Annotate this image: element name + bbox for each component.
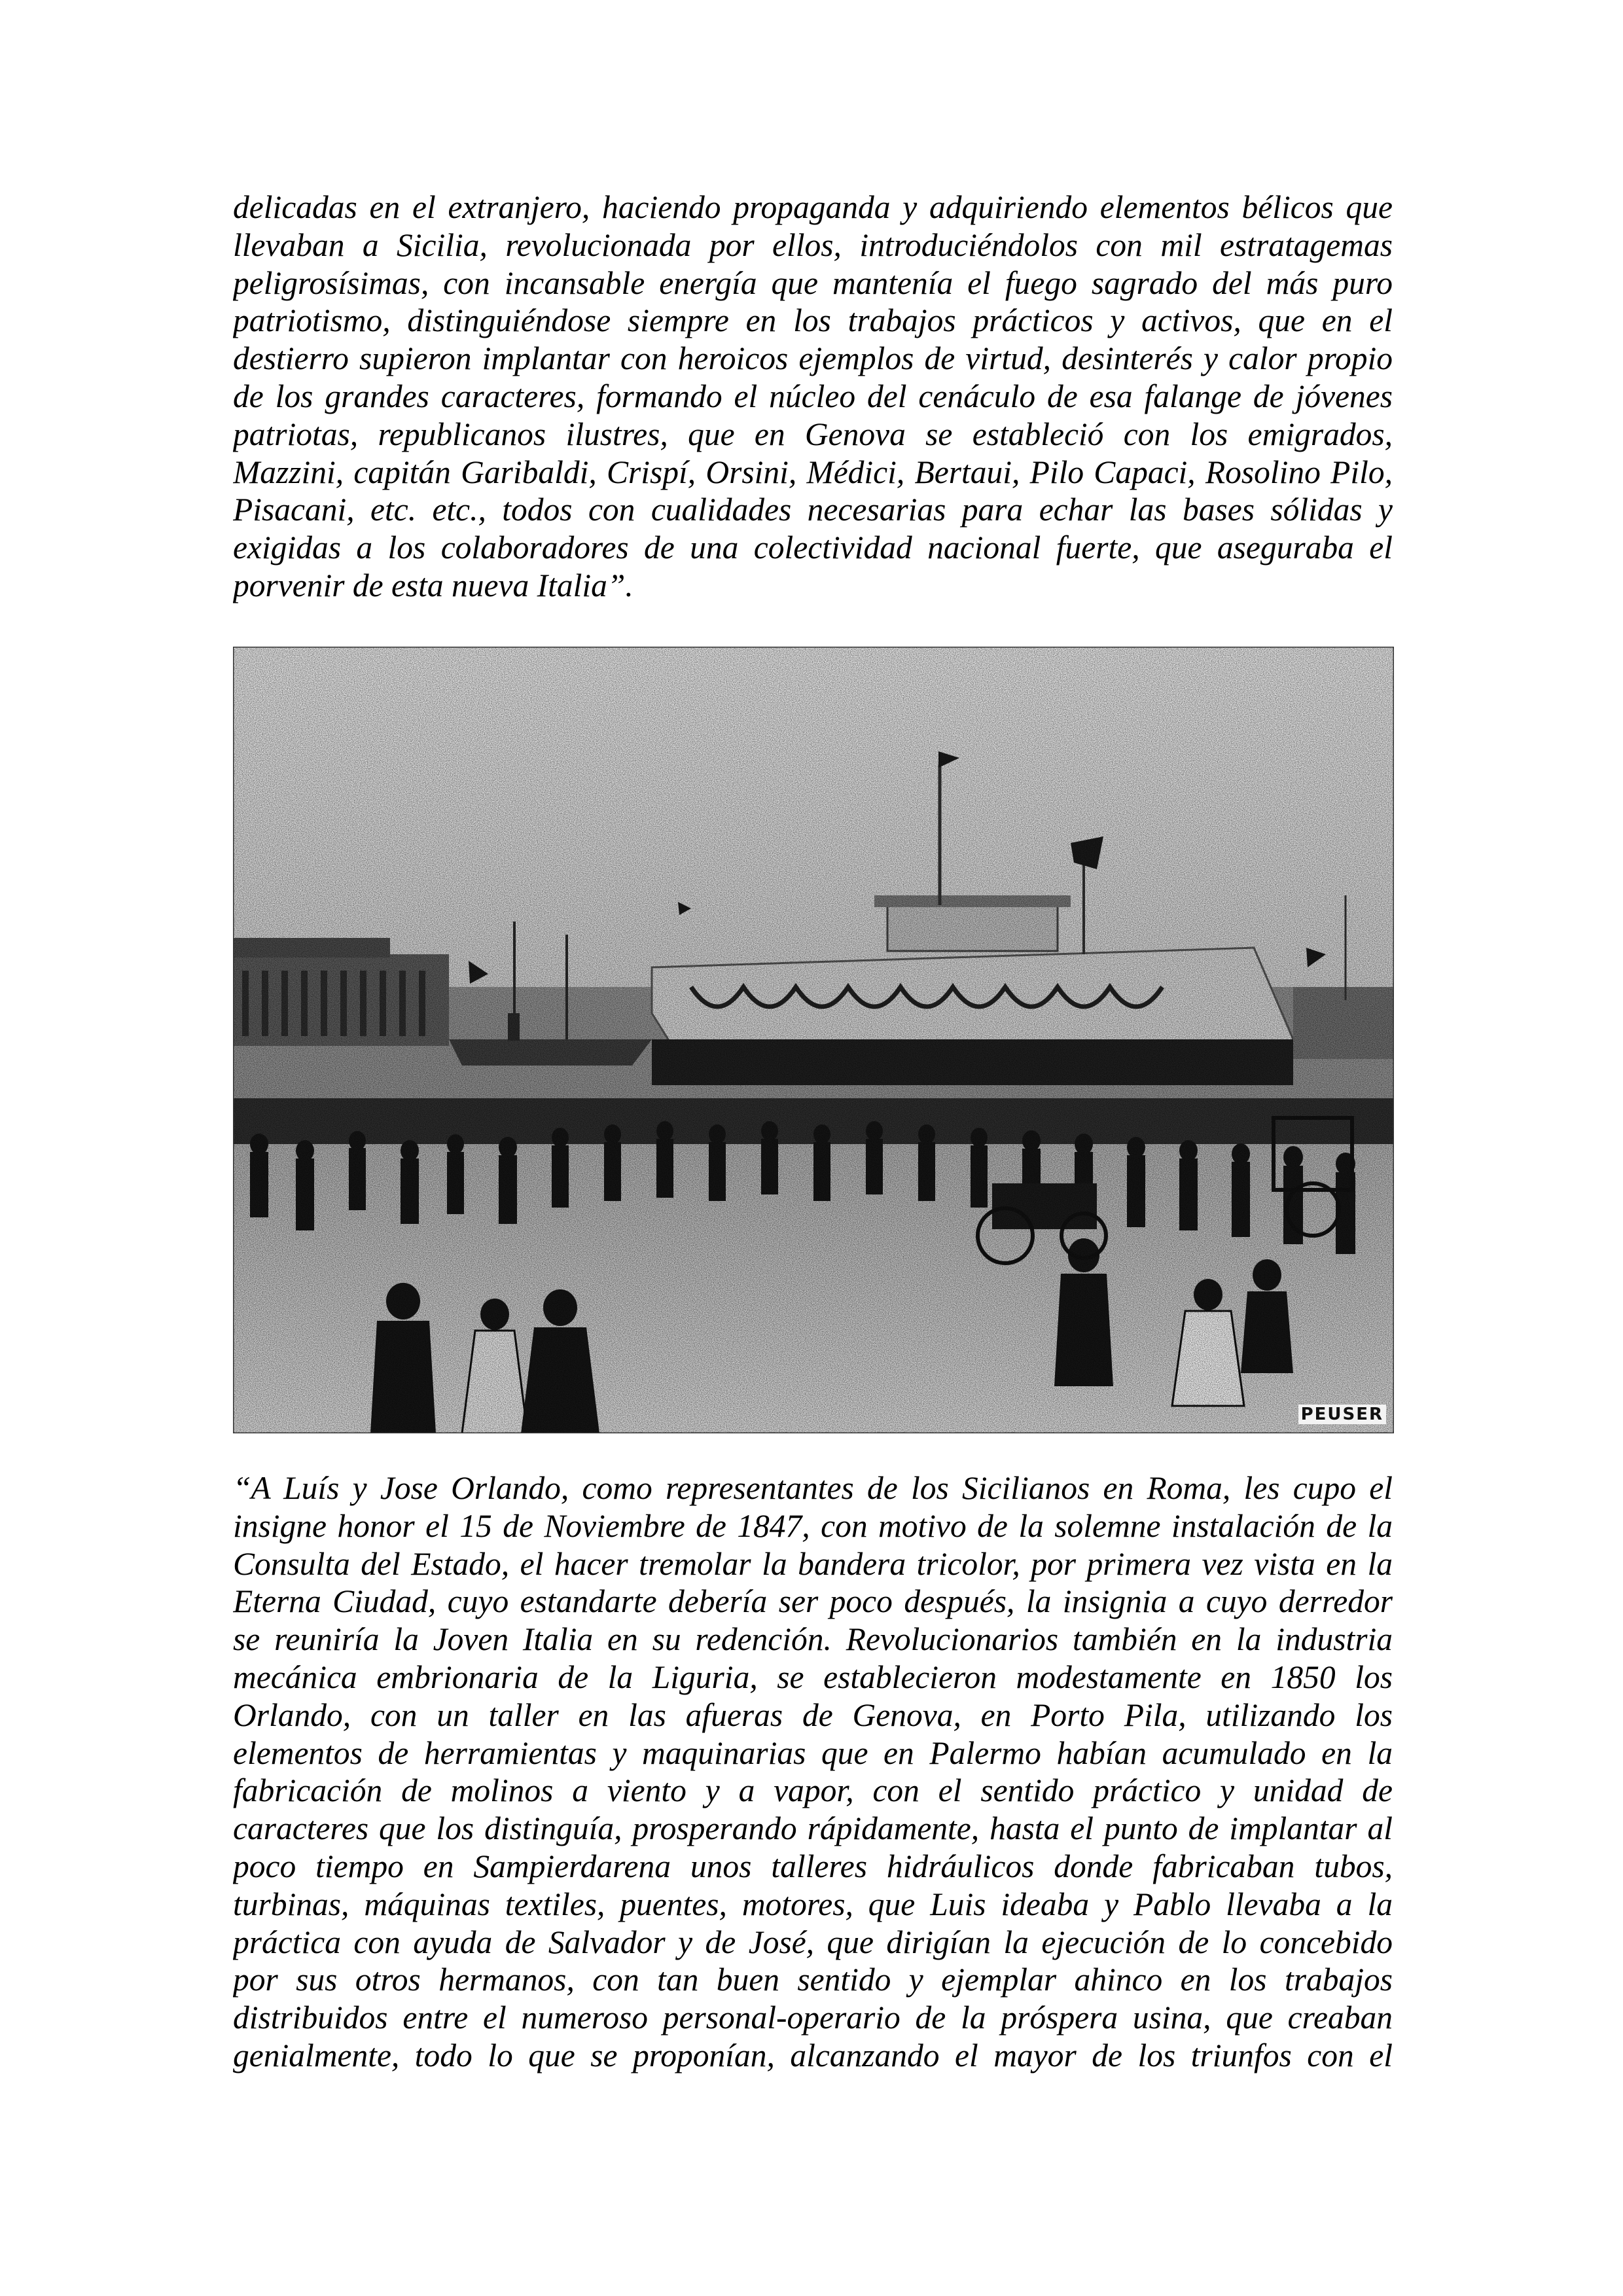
text-line: turbinas, máquinas textiles, puentes, motores, que Luis ideaba y Pablo llevaba a la xyxy=(233,1886,1393,1922)
text-line: Mazzini, capitán Garibaldi, Crispí, Orsini, Médici, Bertaui, Pilo Capaci, Rosolino Pilo, xyxy=(233,454,1393,490)
text-line: se reuniría la Joven Italia en su redención. Revolucionarios también en la industria xyxy=(233,1621,1393,1658)
bottom-paragraph xyxy=(233,1469,1393,2075)
text-line: Eterna Ciudad, cuyo estandarte debería ser poco después, la insignia a cuyo derredor xyxy=(233,1583,1393,1620)
text-line: genialmente, todo lo que se proponían, alcanzando el mayor de los triunfos con el xyxy=(233,2037,1393,2073)
text-line: peligrosísimas, con incansable energía que mantenía el fuego sagrado del más puro xyxy=(233,264,1393,301)
text-line: fabricación de molinos a viento y a vapor, con el sentido práctico y unidad de xyxy=(233,1772,1393,1809)
text-line: de los grandes caracteres, formando el núcleo del cenáculo de esa falange de jóvenes xyxy=(233,378,1393,414)
photo-grain xyxy=(233,647,1394,1433)
text-line: distribuidos entre el numeroso personal-operario de la próspera usina, que creaban xyxy=(233,2000,1393,2036)
text-line: llevaban a Sicilia, revolucionada por ellos, introduciéndolos con mil estratagemas xyxy=(233,226,1393,263)
text-line: patriotismo, distinguiéndose siempre en los trabajos prácticos y activos, que en el xyxy=(233,302,1393,339)
text-line: Pisacani, etc. etc., todos con cualidades necesarias para echar las bases sólidas y xyxy=(233,492,1393,528)
photo-illustration xyxy=(233,647,1394,1433)
text-line: destierro supieron implantar con heroicos ejemplos de virtud, desinterés y calor propio xyxy=(233,340,1393,377)
text-line: práctica con ayuda de Salvador y de José, que dirigían la ejecución de lo concebido xyxy=(233,1924,1393,1960)
text-line: poco tiempo en Sampierdarena unos talleres hidráulicos donde fabricaban tubos, xyxy=(233,1848,1393,1884)
text-line: exigidas a los colaboradores de una colectividad nacional fuerte, que aseguraba el xyxy=(233,529,1393,566)
text-line: caracteres que los distinguía, prosperando rápidamente, hasta el punto de implantar al xyxy=(233,1810,1393,1847)
text-line: por sus otros hermanos, con tan buen sentido y ejemplar ahinco en los trabajos xyxy=(233,1962,1393,1998)
text-line: delicadas en el extranjero, haciendo propaganda y adquiriendo elementos bélicos que xyxy=(233,189,1393,225)
text-line: mecánica embrionaria de la Liguria, se establecieron modestamente en 1850 los xyxy=(233,1659,1393,1695)
text-line: Orlando, con un taller en las afueras de Genova, en Porto Pila, utilizando los xyxy=(233,1696,1393,1733)
text-line: insigne honor el 15 de Noviembre de 1847, con motivo de la solemne instalación de la xyxy=(233,1507,1393,1544)
top-paragraph xyxy=(233,188,1393,605)
text-line: elementos de herramientas y maquinarias que en Palermo habían acumulado en la xyxy=(233,1734,1393,1771)
text-line: porvenir de esta nueva Italia”. xyxy=(233,567,633,603)
text-line: patriotas, republicanos ilustres, que en Genova se estableció con los emigrados, xyxy=(233,416,1393,452)
harbor-ship-launch-photo xyxy=(233,647,1394,1433)
text-line: “A Luís y Jose Orlando, como representantes de los Sicilianos en Roma, les cupo el xyxy=(233,1470,1393,1506)
photographer-signature: PEUSER xyxy=(1298,1405,1386,1424)
text-line: Consulta del Estado, el hacer tremolar la bandera tricolor, por primera vez vista en la xyxy=(233,1545,1393,1582)
